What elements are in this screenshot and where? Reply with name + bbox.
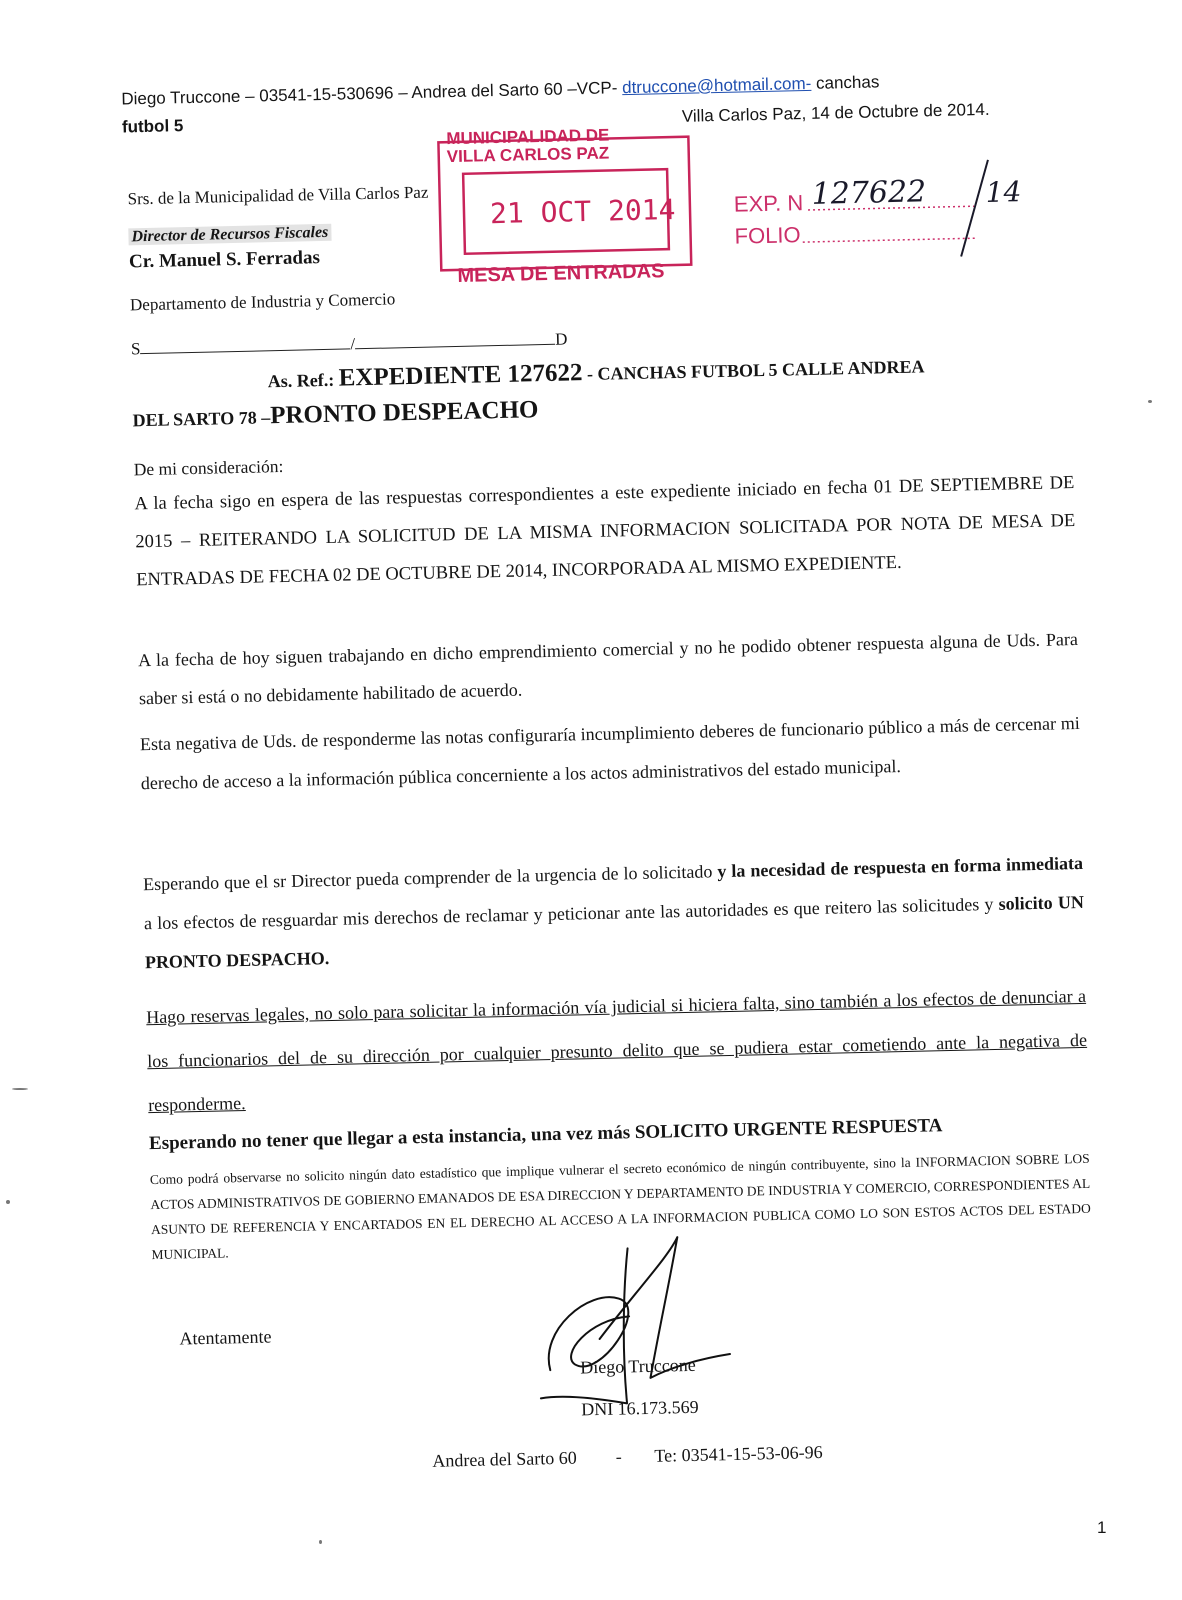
footer-phone: Te: 03541-15-53-06-96: [654, 1441, 823, 1466]
paragraph-4: [143, 844, 1085, 982]
addressee-line1: Srs. de la Municipalidad de Villa Carlos Paz: [127, 182, 429, 209]
addressee-title: Director de Recursos Fiscales: [128, 224, 331, 246]
header-contact-tail: canchas: [811, 72, 880, 93]
s-letter: S: [130, 339, 141, 359]
entry-stamp: [432, 126, 706, 302]
valediction: Atentamente: [179, 1326, 272, 1349]
handwritten-signature: [527, 1226, 751, 1411]
scan-speck: [1148, 400, 1152, 403]
paragraph-7-clarification: Como podrá observarse no solicito ningún dato estadístico que implique vulnerar el secreto económico de ningún contribuyente, sino la INFORMACION SOBRE LOS ACTOS ADMINISTRATIVOS DE GOBIERNO EMANADOS DE ESA DIRECCION Y DEPARTAMENTO DE INDUSTRIA Y COMERCIO, CORRESPONDIENTES AL ASUNTO DE REFERENCIA Y ENCARTADOS EN EL DERECHO AL ACCESO A LA INFORMACION PUBLICA COMO LO SON ESTOS ACTOS DEL ESTADO MUNICIPAL.: [149, 1150, 1091, 1263]
addressee-line2: [128, 224, 331, 247]
salutation: De mi consideración:: [133, 455, 284, 480]
addressee-name: Cr. Manuel S. Ferradas: [128, 247, 321, 273]
stamp-line1: MUNICIPALIDAD DE: [446, 125, 610, 149]
paragraph-4-a: Esperando que el sr Director pueda comprender de la urgencia de lo solicitado: [142, 861, 718, 895]
footer-address: Andrea del Sarto 60: [432, 1447, 577, 1471]
blank-line-1: [140, 334, 350, 354]
stamp-date: 21 OCT 2014: [489, 192, 676, 231]
signer-name: Diego Truccone: [580, 1354, 696, 1378]
header-contact-text: Diego Truccone – 03541-15-530696 – Andrea del Sarto 60 –VCP-: [121, 78, 623, 109]
reference-line2-small: DEL SARTO 78 –: [132, 407, 271, 431]
paragraph-6-urgent-request: Esperando no tener que llegar a esta instancia, una vez más SOLICITO URGENTE RESPUESTA: [148, 1115, 943, 1155]
paragraph-1: A la fecha sigo en espera de las respuestas correspondientes a este expediente iniciado en fecha 01 DE SEPTIEMBRE DE 2015 – REITERANDO LA SOLICITUD DE LA MISMA INFORMACION SOLICITADA POR NOTA DE MESA DE ENTRADAS DE FECHA 02 DE OCTUBRE DE 2014, INCORPORADA AL MISMO EXPEDIENTE.: [134, 473, 1076, 591]
scan-speck: [319, 1540, 322, 1544]
paragraph-4-d: solicito UN PRONTO DESPACHO.: [144, 891, 1085, 973]
footer-contact: [432, 1442, 823, 1472]
expediente-stamp: [723, 159, 1045, 276]
signer-dni: DNI 16.173.569: [580, 1396, 699, 1420]
d-letter: D: [554, 329, 568, 349]
exp-handwritten-suffix: 14: [985, 175, 1022, 209]
stamp-bottom: MESA DE ENTRADAS: [457, 260, 665, 287]
exp-label: EXP. N: [733, 190, 804, 217]
reference-prefix: As. Ref.:: [267, 369, 339, 392]
exp-handwritten-number: 127622: [811, 174, 927, 212]
stamp-line2: VILLA CARLOS PAZ: [446, 143, 610, 167]
scan-speck: [12, 1088, 28, 1090]
paragraph-2: A la fecha de hoy siguen trabajando en dicho emprendimiento comercial y no he podido obtener respuesta alguna de Uds. Para saber si está o no debidamente habilitado de acuerdo.: [137, 628, 1079, 709]
header-subline: futbol 5: [121, 116, 184, 137]
reference-expediente: EXPEDIENTE 127622: [338, 359, 583, 392]
reference-line2-large: PRONTO DESPEACHO: [269, 396, 539, 430]
reference-line1: [267, 351, 924, 394]
sd-line: [131, 329, 568, 359]
addressee-department: Departamento de Industria y Comercio: [129, 289, 396, 315]
paragraph-3: Esta negativa de Uds. de responderme las notas configuraría incumplimiento deberes de funcionario público a más de cercenar mi derecho de acceso a la información pública concerniente a los actos administrativos del estado municipal.: [139, 712, 1080, 794]
paragraph-5-legal-reservation: Hago reservas legales, no solo para solicitar la información vía judicial si hiciera falta, sino también a los efectos de denunciar a los funcionarios del de su dirección por cualquier presunto delito que se pudiera estar cometiendo ante la negativa de responderme.: [145, 985, 1088, 1116]
letter-sheet: [100, 17, 1134, 1559]
folio-label: FOLIO: [734, 222, 801, 249]
footer-separator: -: [615, 1446, 622, 1467]
scan-speck: [6, 1200, 10, 1204]
blank-line-2: [355, 330, 555, 350]
paragraph-4-b: y la necesidad de respuesta en forma inmediata: [717, 852, 1084, 882]
letter-date: Villa Carlos Paz, 14 de Octubre de 2014.: [681, 99, 990, 126]
reference-line2: [132, 396, 538, 433]
page-number: 1: [1097, 1518, 1107, 1537]
slash: /: [350, 334, 356, 354]
reference-rest: - CANCHAS FUTBOL 5 CALLE ANDREA: [582, 356, 925, 385]
email-link[interactable]: dtruccone@hotmail.com-: [621, 73, 812, 98]
paragraph-4-c: a los efectos de resguardar mis derechos de reclamar y peticionar ante las autoridades es que reitero las solicitudes y: [143, 893, 999, 934]
